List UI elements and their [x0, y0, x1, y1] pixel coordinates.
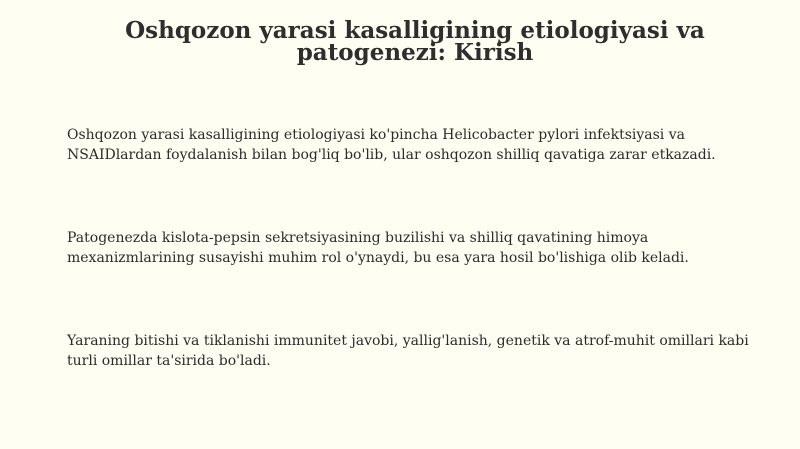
- paragraph-healing: Yaraning bitishi va tiklanishi immunitet javobi, yallig'lanish, genetik va atrof-muhit omillari kabi turli omillar ta'sirida bo'ladi.: [67, 333, 749, 369]
- slide-title: Oshqozon yarasi kasalligining etiologiyasi va patogenezi: Kirish: [125, 17, 705, 66]
- paragraph-etiology: Oshqozon yarasi kasalligining etiologiyasi ko'pincha Helicobacter pylori infektsiyasi va NSAIDlardan foydalanish bilan bog'liq bo'lib, ular oshqozon shilliq qavatiga zarar etkazadi.: [67, 127, 716, 163]
- paragraph-pathogenesis: Patogenezda kislota-pepsin sekretsiyasining buzilishi va shilliq qavatining himoya mexanizmlarining susayishi muhim rol o'ynaydi, bu esa yara hosil bo'lishiga olib keladi.: [67, 230, 689, 266]
